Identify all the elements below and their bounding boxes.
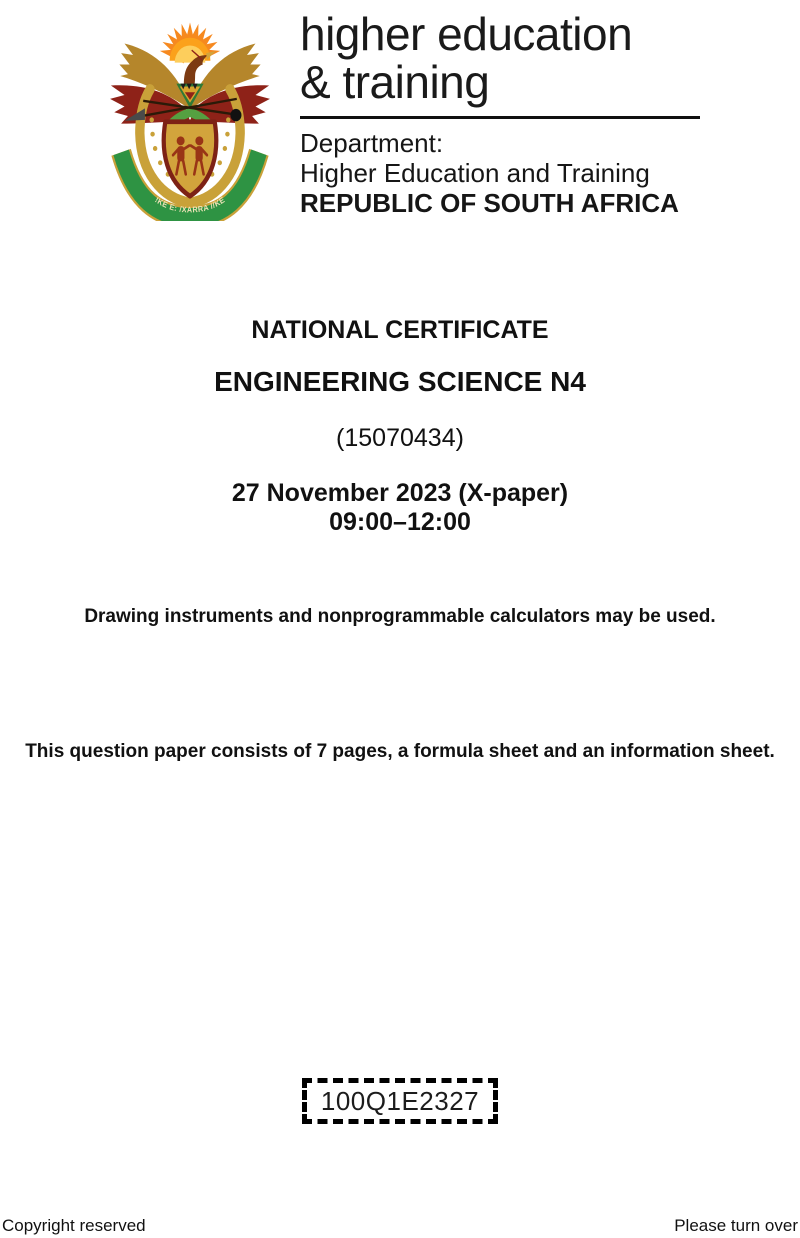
equipment-note: Drawing instruments and nonprogrammable calculators may be used. [84, 606, 716, 627]
session-time: 09:00–12:00 [329, 508, 471, 536]
exam-code-box [302, 1078, 498, 1124]
south-african-coat-of-arms-icon [99, 13, 281, 221]
wordmark-line2: & training [300, 56, 490, 108]
coat-of-arms-logo [99, 13, 281, 221]
session-date: 27 November 2023 (X-paper) [231, 479, 569, 507]
copyright-note: Copyright reserved [2, 1216, 146, 1235]
contents-note: This question paper consists of 7 pages, a formula sheet and an information sheet. [25, 741, 775, 762]
shield [164, 122, 217, 196]
certificate-heading: NATIONAL CERTIFICATE [251, 316, 549, 344]
page-footer [0, 1216, 800, 1236]
country-name: REPUBLIC OF SOUTH AFRICA [300, 188, 679, 218]
masthead-text-block [300, 10, 704, 218]
department-name: Higher Education and Training [300, 158, 650, 188]
wordmark-line1: higher education [300, 8, 633, 60]
motto-text: !KE E: /XARRA //KE [153, 194, 227, 215]
turn-over-note: Please turn over [674, 1216, 798, 1235]
masthead-divider [300, 116, 700, 119]
subject-code: (15070434) [336, 424, 464, 452]
subject-title: ENGINEERING SCIENCE N4 [214, 366, 586, 397]
department-label: Department: [300, 128, 444, 158]
exam-code: 100Q1E2327 [320, 1085, 480, 1116]
